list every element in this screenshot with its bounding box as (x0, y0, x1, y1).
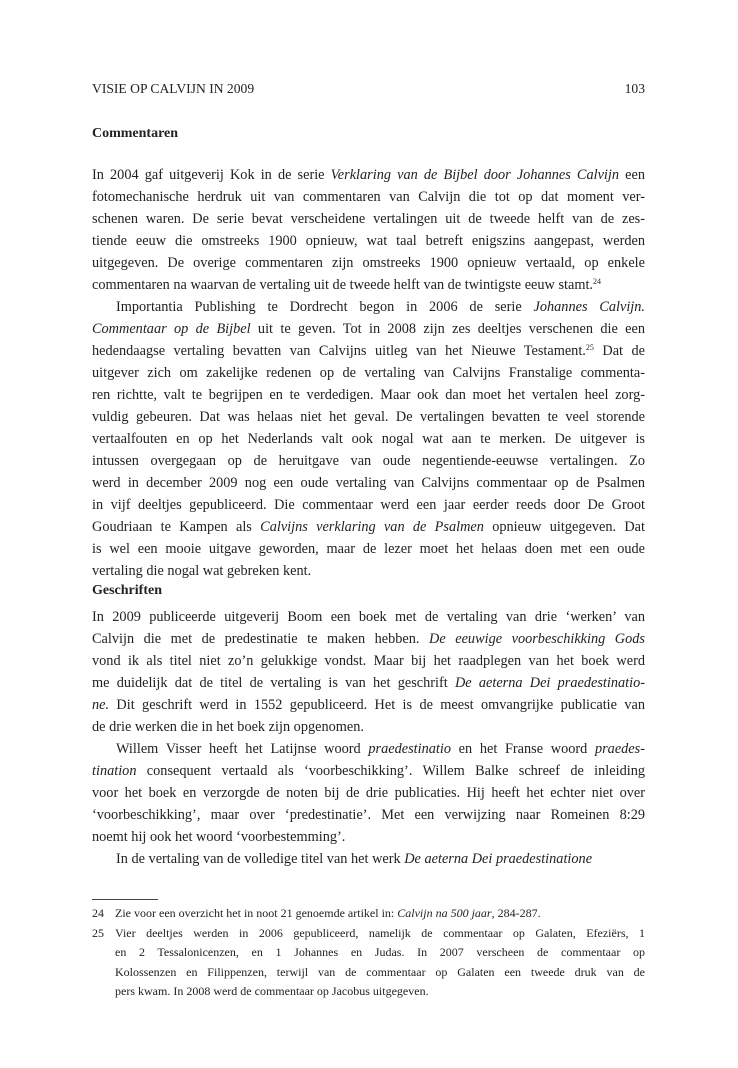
text-run: Importantia Publishing te Dordrecht begon in 2006 de serie (116, 299, 534, 315)
text-run: In 2004 gaf uitgeverij Kok in de serie (92, 167, 331, 183)
text-run: Dit geschrift werd in 1552 gepubliceerd. Het is de meest omvangrijke publicatie van (109, 697, 645, 713)
text-run: vuldig gebeuren. Dat was helaas niet het geval. De vertalingen bevatten te veel storende (92, 409, 645, 425)
text-run: een (619, 167, 645, 183)
text-line (92, 760, 645, 782)
italic-title: Calvijns verklaring van de Psalmen (260, 519, 484, 535)
footnote-separator (92, 899, 158, 900)
footnote-reference: 25 (585, 343, 594, 352)
section-heading-geschriften: Geschriften (92, 583, 162, 598)
text-run: schenen waren. De serie bevat verscheidene vertalingen uit de tweede helft van de zes- (92, 211, 645, 227)
italic-title: Commentaar op de Bijbel (92, 321, 251, 337)
italic-title: Johannes Calvijn. (533, 299, 645, 315)
italic-title: tination (92, 763, 137, 779)
italic-title: ne. (92, 697, 110, 713)
text-line (92, 252, 645, 274)
page-number: 103 (624, 81, 645, 96)
text-run: voor het boek en verzorgde de noten bij de drie publicaties. Hij heeft het echter niet over (92, 785, 645, 801)
text-run: pers kwam. In 2008 werd de commentaar op Jacobus uitgegeven. (115, 984, 429, 998)
text-run: en het Franse woord (450, 741, 595, 757)
text-line (92, 208, 645, 230)
text-run: In de vertaling van de volledige titel van het werk (116, 851, 405, 867)
footnote-line (115, 924, 645, 944)
text-run: Willem Visser heeft het Latijnse woord (116, 741, 369, 757)
italic-title: praedes- (594, 741, 645, 757)
section-body-geschriften (92, 606, 645, 870)
text-run: tiende eeuw die omstreeks 1900 opnieuw, wat taal betreft enigszins aangepast, werden (92, 233, 645, 249)
text-line (92, 296, 645, 318)
text-run: consequent vertaald als ‘voorbeschikking’. Willem Balke schreef de inleiding (136, 763, 645, 779)
text-run: , 284-287. (491, 906, 541, 920)
text-line (92, 628, 645, 650)
text-line (92, 804, 645, 826)
text-run: ren richtte, valt te begrijpen en te verdedigen. Maar ook dan moet het vertalen heel zorg- (92, 387, 645, 403)
text-line (92, 384, 645, 406)
text-line (92, 560, 645, 582)
text-run: uitgegeven. De overige commentaren zijn omstreeks 1900 opnieuw vertaald, op enkele (92, 255, 645, 271)
text-line (92, 164, 645, 186)
text-run: Goudriaan te Kampen als (92, 519, 261, 535)
text-run: In 2009 publiceerde uitgeverij Boom een boek met de vertaling van drie ‘werken’ van (92, 609, 645, 625)
section-heading-commentaren: Commentaren (92, 126, 179, 141)
text-line (92, 340, 645, 362)
text-run: commentaren na waarvan de vertaling uit de tweede helft van de twintigste eeuw stamt. (92, 277, 593, 293)
text-run: noemt hij ook het woord ‘voorbestemming’. (92, 829, 346, 845)
text-run: Kolossenzen en Filippenzen, terwijl van de commentaar op Galaten een tweede druk van de (115, 964, 645, 979)
text-line (92, 672, 645, 694)
text-line (92, 186, 645, 208)
text-line (92, 428, 645, 450)
text-run: in vijf deeltjes gepubliceerd. Die commentaar werd een jaar eerder reeds door De Groot (92, 497, 645, 513)
footnote (92, 904, 645, 924)
text-run: de drie werken die in het boek zijn opgenomen. (92, 719, 364, 735)
text-line (92, 826, 645, 848)
text-run: intussen overgegaan op de heruitgave van oude negentiende-eeuwse vertalingen. Zo (92, 453, 645, 469)
text-line (92, 606, 645, 628)
text-run: me duidelijk dat de titel de vertaling is van het geschrift (92, 675, 455, 691)
text-line (92, 274, 645, 296)
text-line (92, 738, 645, 760)
footnote-line (115, 904, 645, 924)
italic-title: praedestinatio (368, 741, 451, 757)
text-line (92, 516, 645, 538)
text-run: ‘voorbeschikking’, maar over ‘predestinatie’. Met een verwijzing naar Romeinen 8:29 (92, 807, 645, 823)
text-run: en 2 Tessalonicenzen, en 1 Johannes en Judas. In 2007 verscheen de commentaar op (115, 945, 645, 959)
text-run: is wel een mooie uitgave geworden, maar de lezer moet het helaas doen met een oude (92, 541, 645, 557)
text-line (92, 538, 645, 560)
footnote-line (115, 982, 645, 1002)
text-line (92, 650, 645, 672)
text-line (92, 494, 645, 516)
footnote-line (115, 963, 645, 983)
text-run: werd in december 2009 nog een oude vertaling van Calvijns commentaar op de Psalmen (92, 475, 645, 491)
text-line (92, 362, 645, 384)
footnote-line (115, 943, 645, 963)
text-run: Vier deeltjes werden in 2006 gepubliceerd, namelijk de commentaar op Galaten, Efeziërs, 1 (115, 925, 645, 940)
footnote-number: 24 (92, 906, 104, 920)
text-line (92, 848, 645, 870)
italic-title: De aeterna Dei praedestinatio- (454, 675, 645, 691)
text-line (92, 230, 645, 252)
footnote-number: 25 (92, 925, 104, 940)
text-line (92, 694, 645, 716)
text-line (92, 782, 645, 804)
italic-title: De aeterna Dei praedestinatione (404, 851, 593, 867)
text-run: vond ik als titel niet zo’n gelukkige vondst. Maar bij het raadplegen van het boek werd (92, 653, 645, 669)
text-line (92, 450, 645, 472)
text-run: Dat de (593, 343, 645, 359)
section-body-commentaren (92, 164, 645, 582)
text-line (92, 406, 645, 428)
text-run: uitgever zich om zakelijke redenen op de vertaling van Calvijns Franstalige commenta- (92, 365, 645, 381)
text-run: vertaalfouten en op het Nederlands valt ook nogal wat aan te merken. De uitgever is (92, 431, 645, 447)
italic-title: Calvijn na 500 jaar (397, 906, 492, 920)
text-line (92, 472, 645, 494)
text-run: Calvijn die met de predestinatie te maken hebben. (92, 631, 430, 647)
text-run: Zie voor een overzicht het in noot 21 genoemde artikel in: (115, 906, 398, 920)
running-title: VISIE OP CALVIJN IN 2009 (92, 81, 255, 96)
text-run: vertaling die nogal wat gebreken kent. (92, 563, 312, 579)
text-run: uit te geven. Tot in 2008 zijn zes deeltjes verschenen die een (250, 321, 645, 337)
text-run: fotomechanische herdruk uit van commentaren van Calvijn die tot op dat moment ver- (92, 189, 645, 205)
italic-title: De eeuwige voorbeschikking Gods (429, 631, 645, 647)
text-line (92, 716, 645, 738)
text-line (92, 318, 645, 340)
running-head (92, 81, 645, 97)
text-run: opnieuw uitgegeven. Dat (483, 519, 645, 535)
italic-title: Verklaring van de Bijbel door Johannes Calvijn (330, 167, 620, 183)
footnote (92, 924, 645, 1002)
footnotes (92, 904, 645, 1002)
footnote-reference: 24 (593, 277, 601, 286)
text-run: hedendaagse vertaling bevatten van Calvijns uitleg van het Nieuwe Testament. (92, 343, 586, 359)
